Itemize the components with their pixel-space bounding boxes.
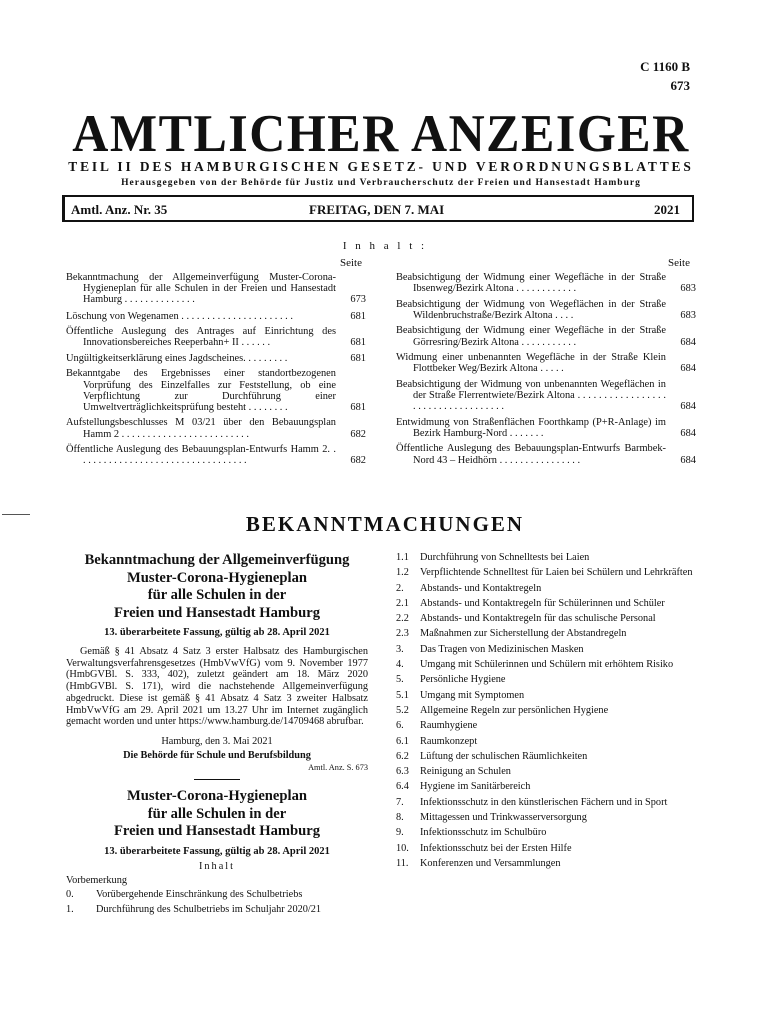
toc-item-page: 673: [350, 294, 366, 306]
article-version: 13. überarbeitete Fassung, gültig ab 28. April 2021: [104, 627, 330, 638]
toc-item-text: Öffentliche Auslegung des Bebauungsplan-Entwurfs Hamm 2. . . . . . . . . . . . . . . . . . . . . . . . . . . . . . . . . .: [66, 444, 336, 467]
toc-item-text: Entwidmung von Straßenflächen Foorthkamp (P+R-Anlage) im Bezirk Hamburg-Nord . . . . . . .: [396, 416, 666, 439]
plan-item: [396, 644, 696, 655]
plan-item-text: Lüftung der schulischen Räumlichkeiten: [420, 750, 588, 762]
plan-item-text: Maßnahmen zur Sicherstellung der Abstandregeln: [420, 628, 627, 640]
plan-item: [396, 613, 696, 624]
plan-item: [396, 567, 696, 578]
page-number: 673: [670, 78, 690, 93]
article-body: Gemäß § 41 Absatz 4 Satz 3 erster Halbsatz des Hamburgischen Verwaltungsverfahrensgesetzes (HmbVwVfG) vom 9. November 1977 (HmbGVBl. S. 333, 402), zuletzt geändert am 18. März 2020 (HmbGVBl. S. 171), wird die nachstehende Allgemeinverfügung abgedruckt. Diese ist gemäß § 41 Absatz 4 Satz 3 zweiter Halbsatz HmbVwVfG am 29. April 2021 um 13.27 Uhr im Internet zugänglich gemacht worden und unter https://www.hamburg.de/14709468 abrufbar.: [66, 646, 368, 728]
plan-item-number: 10.: [396, 842, 409, 854]
toc-left-column: [66, 272, 366, 471]
toc-item: [66, 417, 366, 439]
toc-item-text: Beabsichtigung der Widmung einer Wegefläche in der Straße Ibsenweg/Bezirk Altona . . . . . . . . . . . .: [396, 272, 666, 295]
issue-bar: [62, 195, 694, 222]
header-code-block: [640, 57, 690, 95]
article-title-line: Freien und Hansestadt Hamburg: [113, 604, 321, 621]
toc-item-text: Beabsichtigung der Widmung von Wegeflächen in der Straße Wildenbruchstraße/Bezirk Altona . . . .: [396, 298, 666, 321]
plan-item-text: Abstands- und Kontaktregeln: [420, 582, 542, 594]
plan-item-text: Mittagessen und Trinkwasserversorgung: [420, 812, 587, 824]
plan-item-number: 6.: [396, 720, 404, 732]
plan-item-number: 2.: [396, 582, 404, 594]
toc-item-page: 681: [350, 352, 366, 364]
plan-item-text: Hygiene im Sanitärbereich: [420, 781, 531, 793]
plan-item-text: Persönliche Hygiene: [420, 674, 506, 686]
article-title-line: Muster-Corona-Hygieneplan: [127, 569, 307, 586]
plan-item-text: Durchführung des Schulbetriebs im Schuljahr 2020/21: [96, 903, 322, 915]
plan-item: [396, 781, 696, 792]
toc-item-text: Bekanntmachung der Allgemeinverfügung Muster-Corona-Hygieneplan für alle Schulen in der Freien und Hansestadt Hamburg . . . . . . . . . . . . . .: [66, 272, 336, 306]
toc-item: [396, 443, 696, 465]
plan-item: [396, 598, 696, 609]
toc-item: [396, 299, 696, 321]
plan-item: [396, 659, 696, 670]
plan-item: [396, 674, 696, 685]
toc-item: [66, 311, 366, 322]
plan-item: [396, 705, 696, 716]
plan-item-number: 2.1: [396, 597, 409, 609]
issue-date: FREITAG, DEN 7. MAI: [309, 202, 445, 217]
article-title-line: für alle Schulen in der: [147, 587, 287, 603]
plan-item-text: Allgemeine Regeln zur persönlichen Hygiene: [420, 704, 609, 716]
plan-item-text: Durchführung von Schnelltests bei Laien: [420, 552, 590, 563]
plan-item-number: 11.: [396, 857, 409, 869]
plan-item-number: 3.: [396, 643, 404, 655]
plan-item: [396, 751, 696, 762]
vorbemerkung: Vorbemerkung: [66, 874, 128, 886]
article-left-column: [66, 552, 368, 917]
toc-item-page: 684: [680, 454, 696, 466]
plan-item-text: Umgang mit Schülerinnen und Schülern mit erhöhtem Risiko: [420, 659, 674, 671]
plan-item-number: 8.: [396, 812, 404, 824]
plan-item-number: 7.: [396, 796, 404, 808]
plan-item: [396, 858, 696, 869]
toc-item-page: 684: [680, 401, 696, 413]
plan-item-text: Raumkonzept: [420, 735, 478, 747]
plan-item: [396, 583, 696, 594]
place-date: Hamburg, den 3. Mai 2021: [161, 735, 273, 747]
toc-item-text: Beabsichtigung der Widmung einer Wegefläche in der Straße Görresring/Bezirk Altona . . . . . . . . . . .: [396, 325, 666, 348]
toc-item: [396, 352, 696, 374]
divider-rule: [194, 779, 240, 781]
plan-item-text: Infektionsschutz bei der Ersten Hilfe: [420, 842, 572, 854]
toc-seite-label-left: Seite: [340, 257, 362, 269]
plan-item-number: 5.2: [396, 704, 409, 716]
plan-item-number: 1.: [66, 903, 74, 915]
plan-item-number: 2.3: [396, 628, 409, 640]
plan-item: [396, 827, 696, 838]
plan-item-number: 6.2: [396, 750, 409, 762]
plan-title: [66, 788, 368, 841]
toc-item-page: 684: [680, 363, 696, 375]
plan-item-number: 1.1: [396, 552, 409, 563]
toc-item-text: Aufstellungsbeschlusses M 03/21 über den Bebauungsplan Hamm 2 . . . . . . . . . . . . . . . . . . . . . . . . .: [66, 417, 336, 440]
section-title: BEKANNTMACHUNGEN: [245, 512, 525, 536]
toc-item: [396, 325, 696, 347]
toc-item-text: Widmung einer unbenannten Wegefläche in der Straße Klein Flottbeker Weg/Bezirk Altona . . . . .: [396, 352, 666, 375]
masthead-publisher: Herausgegeben von der Behörde für Justiz und Verbraucherschutz der Freien und Hansestadt Hamburg: [121, 178, 641, 188]
toc-item: [396, 417, 696, 439]
toc-item: [66, 353, 366, 364]
masthead-title: AMTLICHER ANZEIGER: [72, 103, 690, 163]
toc-item: [396, 379, 696, 413]
toc-item: [66, 368, 366, 413]
toc-item-page: 684: [680, 427, 696, 439]
article-right-column: [396, 552, 696, 873]
plan-item-text: Das Tragen von Medizinischen Masken: [420, 643, 584, 655]
toc-item-text: Öffentliche Auslegung des Antrages auf Einrichtung des Innovationsbereiches Reeperbahn+ II . . . . . .: [66, 326, 336, 349]
plan-item: [66, 903, 368, 918]
plan-item: [396, 736, 696, 747]
plan-item-text: Abstands- und Kontaktregeln für das schulische Personal: [420, 613, 656, 625]
toc-item-page: 681: [350, 337, 366, 349]
plan-item-number: 6.1: [396, 735, 409, 747]
toc-item-page: 682: [350, 428, 366, 440]
toc-item-page: 683: [680, 283, 696, 295]
toc-item-page: 683: [680, 309, 696, 321]
toc-item-page: 682: [350, 455, 366, 467]
issue-year: 2021: [654, 202, 680, 217]
plan-item-number: 6.4: [396, 781, 409, 793]
plan-item-number: 1.2: [396, 567, 409, 579]
toc-heading: I n h a l t :: [342, 240, 428, 252]
plan-item-text: Infektionsschutz in den künstlerischen Fächern und in Sport: [420, 796, 668, 808]
plan-item-number: 6.3: [396, 766, 409, 778]
toc-item: [66, 326, 366, 348]
toc-item-text: Löschung von Wegenamen . . . . . . . . . . . . . . . . . . . . . .: [66, 310, 293, 322]
toc-seite-label-right: Seite: [668, 257, 690, 269]
toc-item-text: Bekanntgabe des Ergebnisses einer standortbezogenen Vorprüfung des Einzelfalles zur Feststellung, ob eine Verpflichtung zur Durchführung einer Umweltverträglichkeitsprüfung besteht . . . . . . . .: [66, 368, 336, 413]
plan-item: [396, 690, 696, 701]
authority: Die Behörde für Schule und Berufsbildung: [123, 749, 311, 761]
plan-item: [396, 766, 696, 777]
plan-item-number: 2.2: [396, 613, 409, 625]
plan-item-text: Abstands- und Kontaktregeln für Schülerinnen und Schüler: [420, 597, 665, 609]
plan-item-text: Raumhygiene: [420, 720, 478, 732]
plan-item-text: Verpflichtende Schnelltest für Laien bei Schülern und Lehrkräften: [420, 567, 693, 579]
plan-item-text: Konferenzen und Versammlungen: [420, 857, 561, 869]
plan-item: [396, 628, 696, 639]
plan-item-number: 5.1: [396, 689, 409, 701]
toc-item-page: 681: [350, 310, 366, 322]
plan-item-text: Infektionsschutz im Schulbüro: [420, 827, 547, 839]
plan-version: 13. überarbeitete Fassung, gültig ab 28. April 2021: [104, 845, 330, 857]
issue-number: Amtl. Anz. Nr. 35: [71, 202, 168, 217]
plan-item: [396, 812, 696, 823]
plan-item: [396, 720, 696, 731]
toc-right-column: [396, 272, 696, 470]
toc-item: [66, 272, 366, 306]
toc-item: [66, 444, 366, 466]
plan-item-text: Vorübergehende Einschränkung des Schulbetriebs: [96, 889, 303, 901]
masthead-subtitle: TEIL II DES HAMBURGISCHEN GESETZ- UND VERORDNUNGSBLATTES: [68, 159, 694, 174]
plan-item: [66, 888, 368, 903]
plan-item-text: Umgang mit Symptomen: [420, 689, 525, 701]
plan-item: [396, 552, 696, 563]
toc-item-page: 681: [350, 401, 366, 413]
plan-item-text: Reinigung an Schulen: [420, 766, 511, 778]
plan-title-line: Muster-Corona-Hygieneplan: [127, 788, 307, 805]
toc-item-text: Ungültigkeitserklärung eines Jagdscheines. . . . . . . . .: [66, 352, 288, 364]
toc-item-text: Beabsichtigung der Widmung von unbenannten Wegeflächen in der Straße Flerrentwiete/Bezirk Altona . . . . . . . . . . . . . . . . . . . . . . . . . . . . . . . . . . .: [396, 378, 666, 413]
article-title: [66, 552, 368, 622]
toc-item-page: 684: [680, 336, 696, 348]
publication-code: C 1160 B: [640, 59, 690, 74]
plan-item-number: 4.: [396, 659, 404, 671]
article-title-line: Bekanntmachung der Allgemeinverfügung: [84, 552, 350, 568]
plan-title-line: Freien und Hansestadt Hamburg: [113, 823, 321, 840]
toc-item: [396, 272, 696, 294]
toc-item-text: Öffentliche Auslegung des Bebauungsplan-Entwurfs Barmbek-Nord 43 – Heidhörn . . . . . . . . . . . . . . . .: [396, 443, 666, 466]
plan-title-line: für alle Schulen in der: [147, 805, 287, 822]
plan-item-number: 9.: [396, 827, 404, 839]
plan-inhalt-heading: Inhalt: [198, 860, 236, 872]
plan-item: [396, 843, 696, 854]
plan-item: [396, 797, 696, 808]
plan-item-number: 5.: [396, 674, 404, 686]
plan-item-number: 0.: [66, 889, 74, 901]
page-reference: Amtl. Anz. S. 673: [308, 762, 368, 772]
